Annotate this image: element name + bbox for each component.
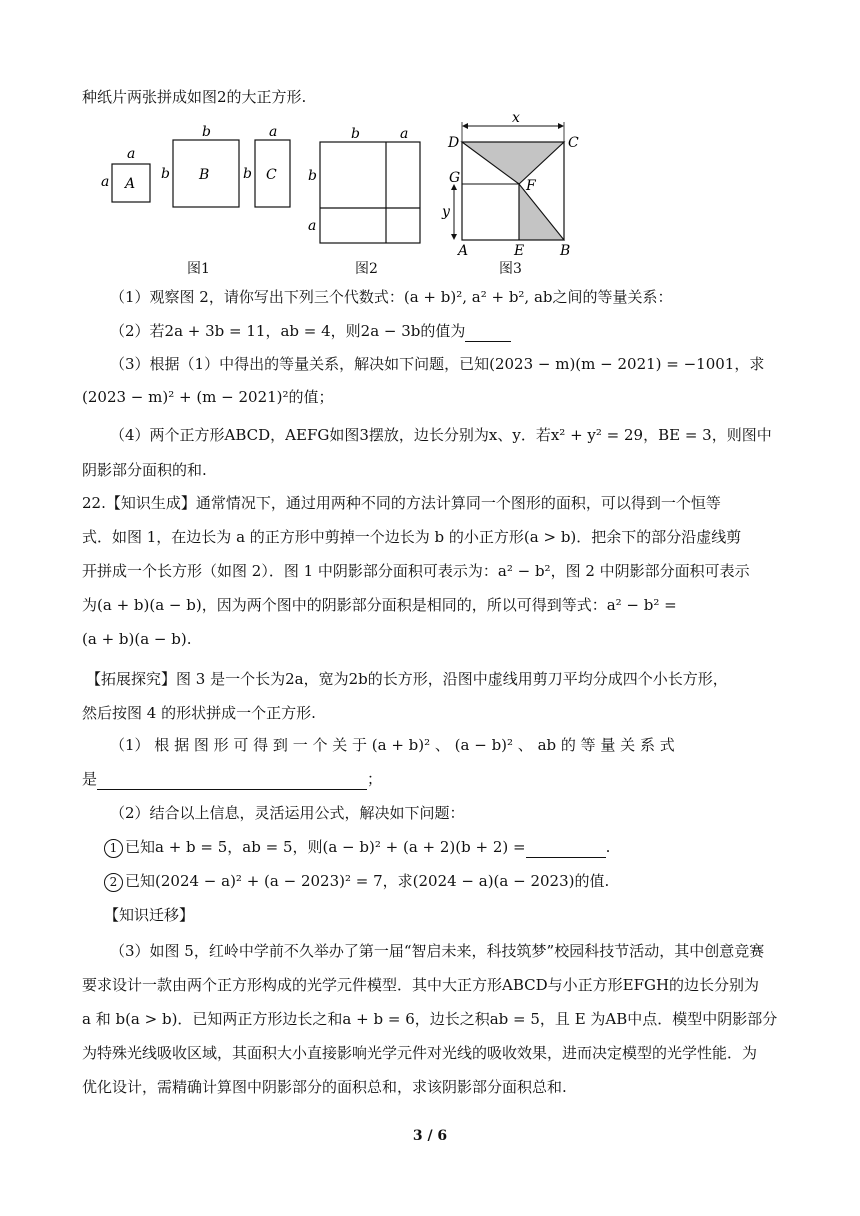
q22-line14: （3）如图 5，红岭中学前不久举办了第一届“智启未来，科技筑梦”校园科技节活动，其中创意竞赛: [110, 942, 765, 960]
q22-line3: 开拼成一个长方形（如图 2）．图 1 中阴影部分面积可表示为：a² − b²，图 2 中阴影部分面积可表示: [82, 562, 750, 580]
fig3-label-x: x: [512, 112, 520, 126]
fig1-label-a-top2: a: [269, 124, 278, 140]
q22-line1: 22.【知识生成】通常情况下，通过用两种不同的方法计算同一个图形的面积，可以得到一个恒等: [82, 494, 721, 512]
q22-line4: 为(a + b)(a − b)，因为两个图中的阴影部分面积是相同的，所以可得到等式：a² − b² =: [82, 596, 677, 614]
fig1-label-A: A: [125, 176, 136, 192]
fig1-label-b-left: b: [161, 166, 170, 182]
q21-part4-line1: （4）两个正方形ABCD，AEFG如图3摆放，边长分别为x、y．若x² + y² = 29，BE = 3，则图中: [110, 426, 772, 444]
fig2-label-b-left: b: [308, 168, 317, 184]
figure-3: [440, 112, 590, 260]
fig2-caption: 图2: [355, 261, 378, 277]
q22-line13: 【知识迁移】: [104, 906, 195, 924]
q22-line2: 式．如图 1，在边长为 a 的正方形中剪掉一个边长为 b 的小正方形(a > b)．把余下的部分沿虚线剪: [82, 528, 742, 546]
q21-part1: （1）观察图 2，请你写出下列三个代数式：(a + b)², a² + b², ab之间的等量关系：: [110, 288, 673, 306]
q22-line10: （2）结合以上信息，灵活运用公式，解决如下问题：: [110, 804, 465, 822]
fig3-label-A: A: [458, 243, 469, 259]
fig1-label-b-left2: b: [243, 166, 252, 182]
fig1-label-a-left: a: [101, 174, 110, 190]
fig1-label-a-top: a: [127, 146, 136, 162]
fig3-label-D: D: [448, 135, 460, 151]
figure-1: [98, 124, 298, 224]
fig1-caption: 图1: [187, 261, 210, 277]
fig3-label-G: G: [449, 170, 461, 186]
q21-part2-blank: [465, 327, 511, 342]
fig3-label-y: y: [442, 204, 450, 220]
q22-line7: 然后按图 4 的形状拼成一个正方形.: [82, 704, 316, 722]
fig1-label-C: C: [266, 167, 277, 183]
figure-2: [304, 124, 434, 246]
fig3-label-F: F: [526, 178, 536, 194]
q21-part3-line1: （3）根据（1）中得出的等量关系，解决如下问题，已知(2023 − m)(m − 2021) = −1001，求: [110, 355, 765, 373]
circled-number-2: 2: [104, 873, 123, 892]
circled-number-1: 1: [104, 839, 123, 858]
fig3-caption: 图3: [499, 261, 522, 277]
q21-part2: （2）若2a + 3b = 11，ab = 4，则2a − 3b的值为: [110, 320, 511, 342]
fig3-label-C: C: [568, 135, 579, 151]
q22-line5: (a + b)(a − b).: [82, 630, 192, 648]
q22-answer-blank-1: [97, 775, 367, 790]
fig3-label-E: E: [514, 243, 525, 259]
intro-line: 种纸片两张拼成如图2的大正方形.: [82, 88, 307, 106]
q22-line15: 要求设计一款由两个正方形构成的光学元件模型．其中大正方形ABCD与小正方形EFGH的边长分别为: [82, 976, 760, 994]
q22-line11: 1 已知a + b = 5，ab = 5，则(a − b)² + (a + 2)(b + 2) = .: [104, 836, 610, 858]
q22-answer-blank-2: [526, 843, 606, 858]
q21-part4-line2: 阴影部分面积的和.: [82, 461, 207, 479]
fig1-label-B: B: [199, 167, 210, 183]
fig1-label-b-top: b: [202, 124, 211, 140]
q22-line17: 为特殊光线吸收区域，其面积大小直接影响光学元件对光线的吸收效果，进而决定模型的光学性能．为: [82, 1044, 758, 1062]
q22-line9: 是 ；: [82, 770, 383, 788]
q22-line16: a 和 b(a > b)．已知两正方形边长之和a + b = 6，边长之积ab = 5，且 E 为AB中点．模型中阴影部分: [82, 1010, 778, 1028]
fig2-label-b-top: b: [351, 126, 360, 142]
fig2-label-a-left: a: [308, 218, 317, 234]
q22-line8: （1） 根 据 图 形 可 得 到 一 个 关 于 (a + b)² 、 (a − b)² 、 ab 的 等 量 关 系 式: [110, 736, 675, 754]
fig3-label-B: B: [560, 243, 571, 259]
page-number: 3 / 6: [412, 1128, 448, 1144]
fig2-label-a-top: a: [400, 126, 409, 142]
q22-line12: 2 已知(2024 − a)² + (a − 2023)² = 7，求(2024 − a)(a − 2023)的值.: [104, 870, 609, 892]
q21-part3-line2: (2023 − m)² + (m − 2021)²的值；: [82, 388, 334, 406]
q22-line6: 【拓展探究】图 3 是一个长为2a，宽为2b的长方形，沿图中虚线用剪刀平均分成四个小长方形，: [86, 670, 728, 688]
q22-line18: 优化设计，需精确计算图中阴影部分的面积总和，求该阴影部分面积总和.: [82, 1078, 567, 1096]
